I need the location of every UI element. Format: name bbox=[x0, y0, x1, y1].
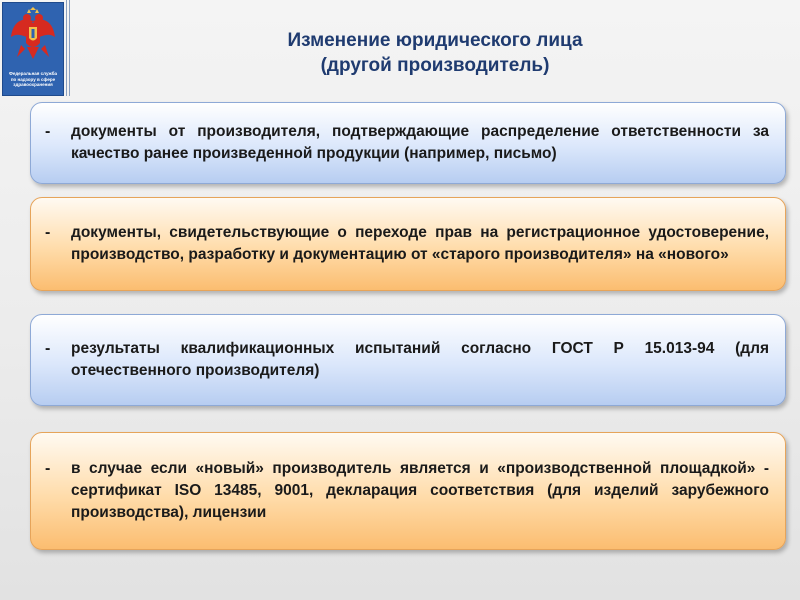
logo-caption bbox=[4, 71, 62, 88]
bullet-dash: - bbox=[45, 123, 51, 140]
double-eagle-emblem-icon bbox=[9, 7, 57, 69]
logo-caption-line: по надзору в сфере bbox=[10, 76, 56, 82]
requirement-text: в случае если «новый» производитель является и «производственной площадкой» - сертификат ISO 13485, 9001, декларация соответствия (для изделий зарубежного производства), лицензии bbox=[71, 460, 769, 521]
requirement-box-1 bbox=[30, 102, 786, 184]
bullet-dash: - bbox=[45, 340, 51, 357]
requirement-text: результаты квалификационных испытаний согласно ГОСТ Р 15.013-94 (для отечественного производителя) bbox=[71, 340, 769, 379]
logo-caption-line: здравоохранения bbox=[13, 82, 53, 87]
slide-title bbox=[70, 28, 800, 78]
list-item bbox=[45, 458, 769, 524]
slide-title-line-2: (другой производитель) bbox=[320, 55, 550, 76]
requirement-text: документы от производителя, подтверждающие распределение ответственности за качество ранее произведенной продукции (например, письмо) bbox=[71, 123, 769, 162]
list-item bbox=[45, 222, 769, 266]
logo-caption-line: Федеральная служба bbox=[8, 71, 57, 76]
slide-title-line-1: Изменение юридического лица bbox=[287, 30, 583, 51]
bullet-dash: - bbox=[45, 224, 51, 241]
requirement-box-3 bbox=[30, 314, 786, 406]
list-item bbox=[45, 338, 769, 382]
list-item bbox=[45, 121, 769, 165]
bullet-dash: - bbox=[45, 460, 51, 477]
requirement-box-2 bbox=[30, 197, 786, 291]
requirement-box-4 bbox=[30, 432, 786, 550]
divider-line bbox=[66, 0, 67, 96]
agency-logo bbox=[2, 2, 64, 96]
requirement-text: документы, свидетельствующие о переходе прав на регистрационное удостоверение, производство, разработку и документацию от «старого производителя» на «нового» bbox=[71, 224, 769, 263]
